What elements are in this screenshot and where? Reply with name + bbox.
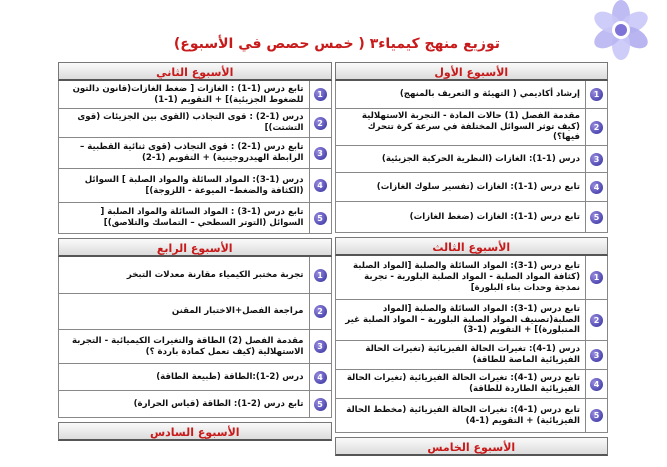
page-title — [173, 36, 500, 52]
lesson-text: تابع درس (1-3) : المواد السائلة والمواد الصلبة [ السوائل (التوتر السطحي – التماسك والتلاصق)] — [100, 207, 304, 228]
table-row — [336, 256, 608, 300]
table-row — [336, 173, 608, 202]
numbered-bullet-icon: 4 — [590, 181, 603, 194]
lesson-text: درس (1-3): المواد السائلة والمواد الصلبة ] السوائل (الكثافة والضغط– الميوعة - اللزوجة)] — [84, 174, 304, 196]
odd-weeks-column — [335, 62, 609, 467]
table-row — [336, 81, 608, 109]
lesson-text: تابع درس (1-4): تغيرات الحالة الفيزيائية (مخطط الحالة الفيزيائية) + التقويم (1-4) — [346, 404, 580, 426]
numbered-bullet-icon: 1 — [314, 88, 327, 101]
week4-header: الأسبوع الرابع — [58, 238, 332, 257]
flower-icon — [577, 0, 655, 62]
numbered-bullet-icon: 5 — [314, 398, 327, 411]
even-weeks-column — [58, 62, 332, 467]
numbered-bullet-icon: 4 — [314, 179, 327, 192]
table-row — [59, 364, 331, 391]
lesson-text: تابع درس (1-1) : الغازات [ ضغط الغازات(قانون دالتون للضغوط الجزيئية)] + التقويم (1-1) — [72, 83, 304, 105]
table-row — [59, 169, 331, 203]
lesson-text: درس (2-1):الطاقة (طبيعة الطاقة) — [156, 371, 304, 382]
lesson-text: مراجعة الفصل+الاختبار المقنن — [171, 306, 304, 317]
lesson-text: تابع درس (1-4): تغيرات الحالة الفيزيائية (تغيرات الحالة الفيزيائية الطاردة للطاقة) — [346, 373, 580, 394]
title-main: توزيع منهج كيمياء٣ — [369, 36, 500, 52]
table-row — [59, 109, 331, 138]
numbered-bullet-icon: 4 — [314, 371, 327, 384]
week5-header: الأسبوع الخامس — [335, 437, 609, 456]
lesson-text: تابع درس (1-3): المواد السائلة والصلبة [المواد الصلبة(تصنيف المواد الصلبة البلورية – المواد الصلبة غير المتبلورة)] + التقويم (1-3) — [345, 303, 580, 336]
table-row — [336, 202, 608, 233]
numbered-bullet-icon: 5 — [314, 212, 327, 225]
numbered-bullet-icon: 3 — [314, 340, 327, 353]
numbered-bullet-icon: 5 — [590, 211, 603, 224]
table-row — [336, 370, 608, 399]
lesson-text: درس (1-2) : قوى التجاذب (القوى بين الجزيئات (قوى التشتت)] — [77, 112, 304, 133]
table-row — [59, 294, 331, 330]
numbered-bullet-icon: 1 — [314, 269, 327, 282]
lesson-text: مقدمة الفصل (2) الطاقة والتغيرات الكيميائية - التجربة الاستهلالية (كيف تعمل كمادة باردة ؟) — [71, 335, 304, 357]
table-row — [59, 391, 331, 418]
lesson-text: تابع درس (1-1): الغازات (تفسير سلوك الغازات) — [376, 181, 580, 192]
lesson-text: مقدمة الفصل (1) حالات المادة - التجربة الاستهلالية (كيف توثر السوائل المختلفة في سرعة كرة تتحرك فيها؟) — [361, 110, 580, 143]
lesson-text: درس (1-1): الغازات (النظرية الحركية الجزيئية) — [381, 153, 580, 164]
numbered-bullet-icon: 1 — [590, 88, 603, 101]
numbered-bullet-icon: 3 — [314, 147, 327, 160]
lesson-text: إرشاد أكاديمي ( التهيئة و التعريف بالمنهج) — [399, 89, 580, 100]
week4-table — [58, 257, 332, 418]
schedule-grid — [58, 62, 608, 467]
numbered-bullet-icon: 5 — [590, 409, 603, 422]
numbered-bullet-icon: 2 — [590, 314, 603, 327]
lesson-text: درس (1-4): تغيرات الحالة الفيزيائية (تغيرات الحالة الفيزيائية الماصة للطاقة) — [365, 344, 580, 365]
table-row — [336, 399, 608, 433]
lesson-text: تابع درس (2-1): الطاقة (قياس الحرارة) — [133, 398, 304, 409]
table-row — [336, 300, 608, 341]
table-row — [59, 138, 331, 169]
numbered-bullet-icon: 4 — [590, 378, 603, 391]
numbered-bullet-icon: 3 — [590, 349, 603, 362]
lesson-text: تابع درس (1-3): المواد السائلة والصلبة [المواد الصلبة (كثافة المواد الصلبة - المواد الصلبة البلورية - تجربة نمذجة وحدات بناء البلورة] — [352, 261, 580, 293]
table-row — [336, 109, 608, 146]
numbered-bullet-icon: 1 — [590, 271, 603, 284]
table-row — [336, 341, 608, 370]
numbered-bullet-icon: 2 — [590, 121, 603, 134]
table-row — [59, 257, 331, 294]
numbered-bullet-icon: 3 — [590, 153, 603, 166]
week6-header: الأسبوع السادس — [58, 422, 332, 441]
week3-header: الأسبوع الثالث — [335, 237, 609, 256]
table-row — [336, 146, 608, 173]
numbered-bullet-icon: 2 — [314, 305, 327, 318]
numbered-bullet-icon: 2 — [314, 117, 327, 130]
week2-table — [58, 81, 332, 234]
week1-header: الأسبوع الأول — [335, 62, 609, 81]
week3-table — [335, 256, 609, 433]
lesson-text: تابع درس (1-2) : قوى التجاذب (قوى ثنائية القطبية – الرابطة الهيدروجينية) + التقويم (1-2) — [79, 142, 304, 163]
week1-table — [335, 81, 609, 233]
title-subtitle: ( خمس حصص في الأسبوع) — [173, 36, 365, 52]
lesson-text: تجربة مختبر الكيمياء مقارنة معدلات التبخر — [126, 269, 304, 280]
lesson-text: تابع درس (1-1): الغازات (ضغط الغازات) — [409, 211, 580, 222]
table-row — [59, 330, 331, 364]
table-row — [59, 203, 331, 234]
week2-header: الأسبوع الثاني — [58, 62, 332, 81]
table-row — [59, 81, 331, 109]
